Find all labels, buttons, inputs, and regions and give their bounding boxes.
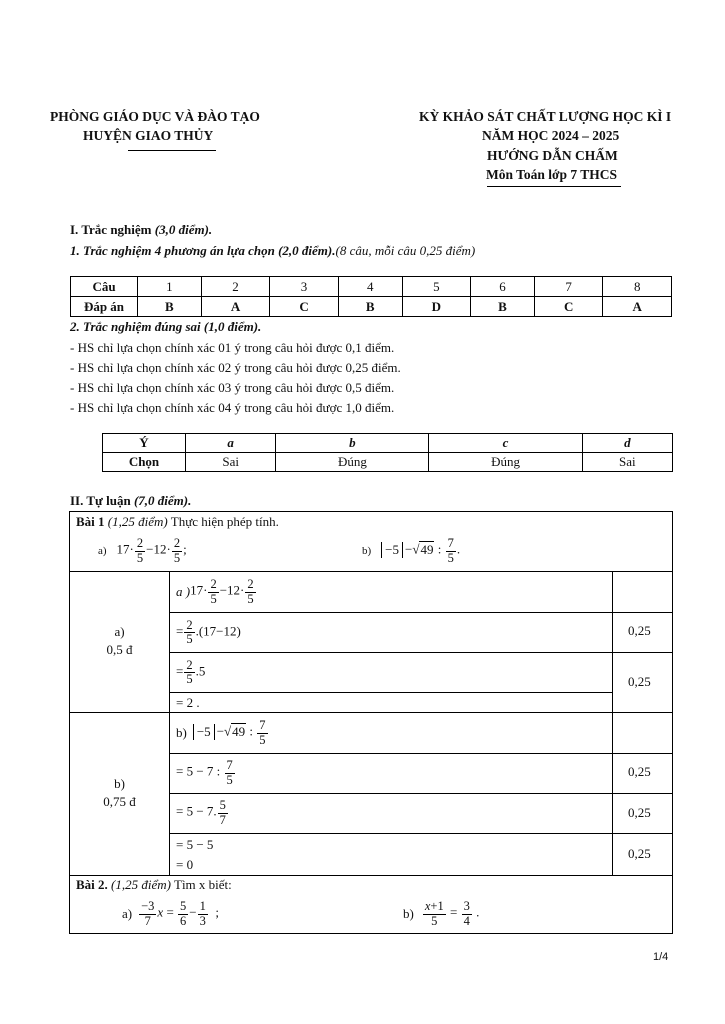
choice-cell: Đúng	[429, 453, 582, 472]
question-number: 6	[471, 277, 535, 297]
sub2-title: 2. Trắc nghiệm đúng sai (1,0 điểm).	[70, 319, 262, 334]
answer-table-answer-row	[71, 297, 672, 317]
question-number: 5	[402, 277, 471, 297]
answer-table-multiple-choice	[70, 276, 672, 317]
sub1-note: (8 câu, mỗi câu 0,25 điểm)	[335, 243, 476, 258]
bai1-b-step1	[176, 714, 269, 752]
bai1-part-a-label: a)	[98, 545, 107, 557]
bai1-b-step1-expression: −5 −√49 : $\frac{7}{5}$	[191, 719, 269, 746]
bai1-a-step1-expression: 17· $\frac{2}{5}$ −12· $\frac{2}{5}$	[190, 577, 254, 606]
bai1-a-step3-expression: = $\frac{2}{5}$ .5	[176, 657, 206, 686]
item-letter: b	[276, 434, 429, 453]
essay-table	[69, 511, 673, 934]
bai2-part-a-expression: $\frac{-3}{7}$ x = $\frac{5}{6}$ − $\frac{1}{3}$ ;	[141, 899, 220, 928]
bai1-b-step2-expression: = 5 − 7 : $\frac{7}{5}$	[176, 758, 233, 787]
answer-cell: A	[603, 297, 672, 317]
bai2-task: Tìm x biết:	[170, 877, 232, 892]
bai1-b-step3-expression: = 5 − 7. $\frac{5}{7}$	[176, 798, 226, 827]
bai1-a-step4-expression: = 2 .	[176, 694, 200, 710]
choice-cell: Sai	[186, 453, 276, 472]
grid-line	[169, 833, 673, 834]
answer-cell: D	[402, 297, 471, 317]
bai1-a-step4	[176, 693, 200, 712]
bai2-part-b-expression: $\frac{x+1}{5}$ = $\frac{3}{4}$ .	[424, 899, 480, 928]
answer-cell: B	[338, 297, 402, 317]
bai1-b-score-label: b)	[114, 776, 125, 791]
exam-title: KỲ KHẢO SÁT CHẤT LƯỢNG HỌC KÌ I	[419, 109, 672, 124]
answer-cell: C	[270, 297, 339, 317]
section1-heading	[70, 222, 212, 238]
header-left-underline	[128, 150, 216, 151]
section2-points: (7,0 điểm).	[133, 493, 192, 508]
district-name: HUYỆN GIAO THỦY	[83, 128, 214, 143]
bai1-b-score-block	[70, 775, 169, 811]
bai1-heading	[76, 514, 279, 530]
subject-title: Môn Toán lớp 7 THCS	[486, 167, 618, 182]
grid-line	[169, 793, 673, 794]
bai2-part-b	[403, 895, 479, 933]
score-cell: 0,25	[628, 805, 651, 820]
true-false-choice-row	[103, 453, 673, 472]
school-year: NĂM HỌC 2024 – 2025	[482, 128, 620, 143]
rule-line: - HS chỉ lựa chọn chính xác 01 ý trong câu hỏi được 0,1 điểm.	[70, 340, 395, 355]
bai1-b-step4-line1: = 5 − 5	[176, 837, 214, 852]
bai1-a-step3	[176, 654, 205, 691]
bai1-a-step2	[176, 614, 241, 651]
grid-line	[69, 875, 673, 876]
answer-cell: A	[201, 297, 270, 317]
choice-cell: Sai	[582, 453, 672, 472]
grid-line	[169, 612, 673, 613]
true-false-choice-label: Chọn	[103, 453, 186, 472]
section1-points: (3,0 điểm).	[154, 222, 213, 237]
sub1-heading	[70, 243, 475, 259]
bai1-a-step1	[176, 573, 257, 611]
grading-guide-title: HƯỚNG DẪN CHẤM	[487, 148, 618, 163]
grid-line	[169, 571, 170, 875]
rule-line: - HS chỉ lựa chọn chính xác 04 ý trong câu hỏi được 1,0 điểm.	[70, 400, 395, 415]
bai2-label: Bài 2.	[76, 877, 108, 892]
answer-table-header-label: Câu	[71, 277, 138, 297]
item-letter: d	[582, 434, 672, 453]
bai1-part-a	[98, 532, 187, 570]
bai1-a-score-value: 0,5 đ	[106, 642, 133, 657]
grid-line	[69, 712, 673, 713]
bai1-part-b	[362, 532, 460, 570]
question-number: 4	[338, 277, 402, 297]
grid-line	[69, 571, 673, 572]
bai2-heading	[76, 877, 232, 893]
bai1-part-a-expression: 17· $\frac{2}{5}$ −12· $\frac{2}{5}$ ;	[116, 536, 187, 565]
score-cell: 0,25	[628, 846, 651, 861]
rule-line: - HS chỉ lựa chọn chính xác 03 ý trong câu hỏi được 0,5 điểm.	[70, 380, 395, 395]
answer-cell: B	[471, 297, 535, 317]
grid-line	[169, 652, 673, 653]
question-number: 7	[534, 277, 603, 297]
bai1-points: (1,25 điểm)	[104, 514, 168, 529]
bai2-part-a	[122, 895, 219, 933]
bai1-b-score-value: 0,75 đ	[103, 794, 136, 809]
item-letter: a	[186, 434, 276, 453]
bai1-label: Bài 1	[76, 514, 105, 529]
score-cell: 0,25	[628, 764, 651, 779]
question-number: 3	[270, 277, 339, 297]
question-number: 1	[138, 277, 202, 297]
bai1-b-step4-line2: = 0	[176, 857, 194, 872]
score-cell: 0,25	[628, 674, 651, 689]
true-false-header-row	[103, 434, 673, 453]
item-letter: c	[429, 434, 582, 453]
section1-title: I. Trắc nghiệm	[70, 222, 155, 237]
choice-cell: Đúng	[276, 453, 429, 472]
bai1-b-step2	[176, 754, 236, 792]
sub1-title: 1. Trắc nghiệm 4 phương án lựa chọn (2,0 điểm).	[70, 243, 336, 258]
section2-heading	[70, 493, 191, 509]
bai1-part-b-expression: −5 −√49 : $\frac{7}{5}$ .	[379, 537, 460, 564]
bai1-task: Thực hiện phép tính.	[167, 514, 279, 529]
grid-line	[169, 753, 673, 754]
bai2-part-b-label: b)	[403, 906, 414, 921]
bai1-b-step3	[176, 794, 229, 832]
answer-table-answer-label: Đáp án	[71, 297, 138, 317]
bai1-part-b-label: b)	[362, 545, 372, 557]
bai2-points: (1,25 điểm)	[107, 877, 171, 892]
true-false-table	[102, 433, 673, 472]
question-number: 2	[201, 277, 270, 297]
answer-cell: B	[138, 297, 202, 317]
answer-cell: C	[534, 297, 603, 317]
rule-line: - HS chỉ lựa chọn chính xác 02 ý trong câu hỏi được 0,25 điểm.	[70, 360, 401, 375]
answer-table-header-row	[71, 277, 672, 297]
grid-line	[612, 571, 613, 875]
bai1-a-score-label: a)	[114, 624, 125, 639]
bai1-a-step2-expression: = $\frac{2}{5}$ .(17−12)	[176, 617, 241, 646]
bai1-b-step1-prefix: b)	[176, 725, 187, 740]
bai1-b-step4	[176, 835, 213, 875]
bai2-part-a-label: a)	[122, 906, 133, 921]
score-cell: 0,25	[628, 623, 651, 638]
question-number: 8	[603, 277, 672, 297]
true-false-header-label: Ý	[103, 434, 186, 453]
bai1-a-step1-prefix: a )	[176, 584, 191, 599]
department-name: PHÒNG GIÁO DỤC VÀ ĐÀO TẠO	[50, 109, 260, 124]
grid-line	[169, 692, 612, 693]
page-number: 1/4	[653, 951, 669, 963]
section2-title: II. Tự luận	[70, 493, 134, 508]
bai1-a-score-block	[70, 623, 169, 659]
header-right-underline	[487, 186, 621, 187]
